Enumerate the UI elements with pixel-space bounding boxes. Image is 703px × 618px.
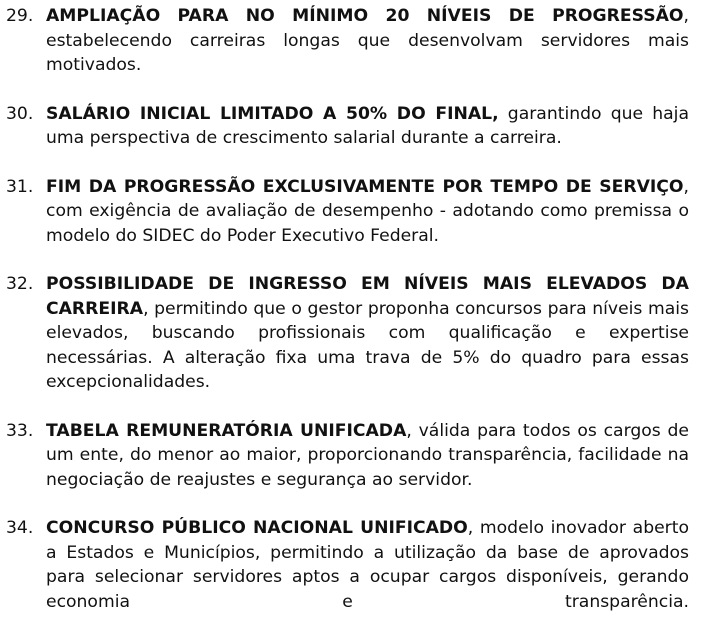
item-heading: CONCURSO PÚBLICO NACIONAL UNIFICADO [46, 518, 468, 538]
item-text: , estabelecendo carreiras longas que desenvolvam servidores mais motivados. [46, 6, 689, 75]
item-number: 31. [6, 176, 34, 197]
item-number: 34. [6, 518, 34, 538]
item-heading: SALÁRIO INICIAL LIMITADO A 50% DO FINAL, [46, 103, 499, 124]
item-text: , permitindo que o gestor proponha concursos para níveis mais elevados, buscando profissionais com qualificação e expertise necessárias. A alteração fixa uma trava de 5% do quadro para essas excepcionalidades. [46, 298, 689, 392]
item-number: 32. [6, 274, 34, 294]
item-heading: FIM DA PROGRESSÃO EXCLUSIVAMENTE POR TEMPO DE SERVIÇO [46, 176, 684, 197]
list-item-31 [0, 175, 703, 249]
list-item-33 [0, 419, 703, 493]
document-list [0, 4, 703, 614]
item-heading: TABELA REMUNERATÓRIA UNIFICADA [46, 420, 407, 441]
item-number: 29. [6, 6, 34, 26]
item-heading: POSSIBILIDADE DE INGRESSO EM NÍVEIS MAIS ELEVADOS DA CARREIRA [46, 274, 689, 319]
item-text: , com exigência de avaliação de desempenho - adotando como premissa o modelo do SIDEC do Poder Executivo Federal. [46, 176, 689, 246]
list-item-34 [0, 516, 703, 614]
item-heading: AMPLIAÇÃO PARA NO MÍNIMO 20 NÍVEIS DE PROGRESSÃO [46, 6, 684, 26]
item-text: , válida para todos os cargos de um ente, do menor ao maior, proporcionando transparência, facilidade na negociação de reajustes e segurança ao servidor. [46, 420, 689, 490]
list-item-30 [0, 102, 703, 151]
item-number: 33. [6, 420, 34, 441]
list-item-32 [0, 272, 703, 395]
item-number: 30. [6, 103, 34, 124]
item-text: garantindo que haja uma perspectiva de crescimento salarial durante a carreira. [46, 103, 689, 148]
list-item-29 [0, 4, 703, 78]
item-text: , modelo inovador aberto a Estados e Municípios, permitindo a utilização da base de aprovados para selecionar servidores aptos a ocupar cargos disponíveis, gerando economia e transparência. [46, 518, 689, 612]
